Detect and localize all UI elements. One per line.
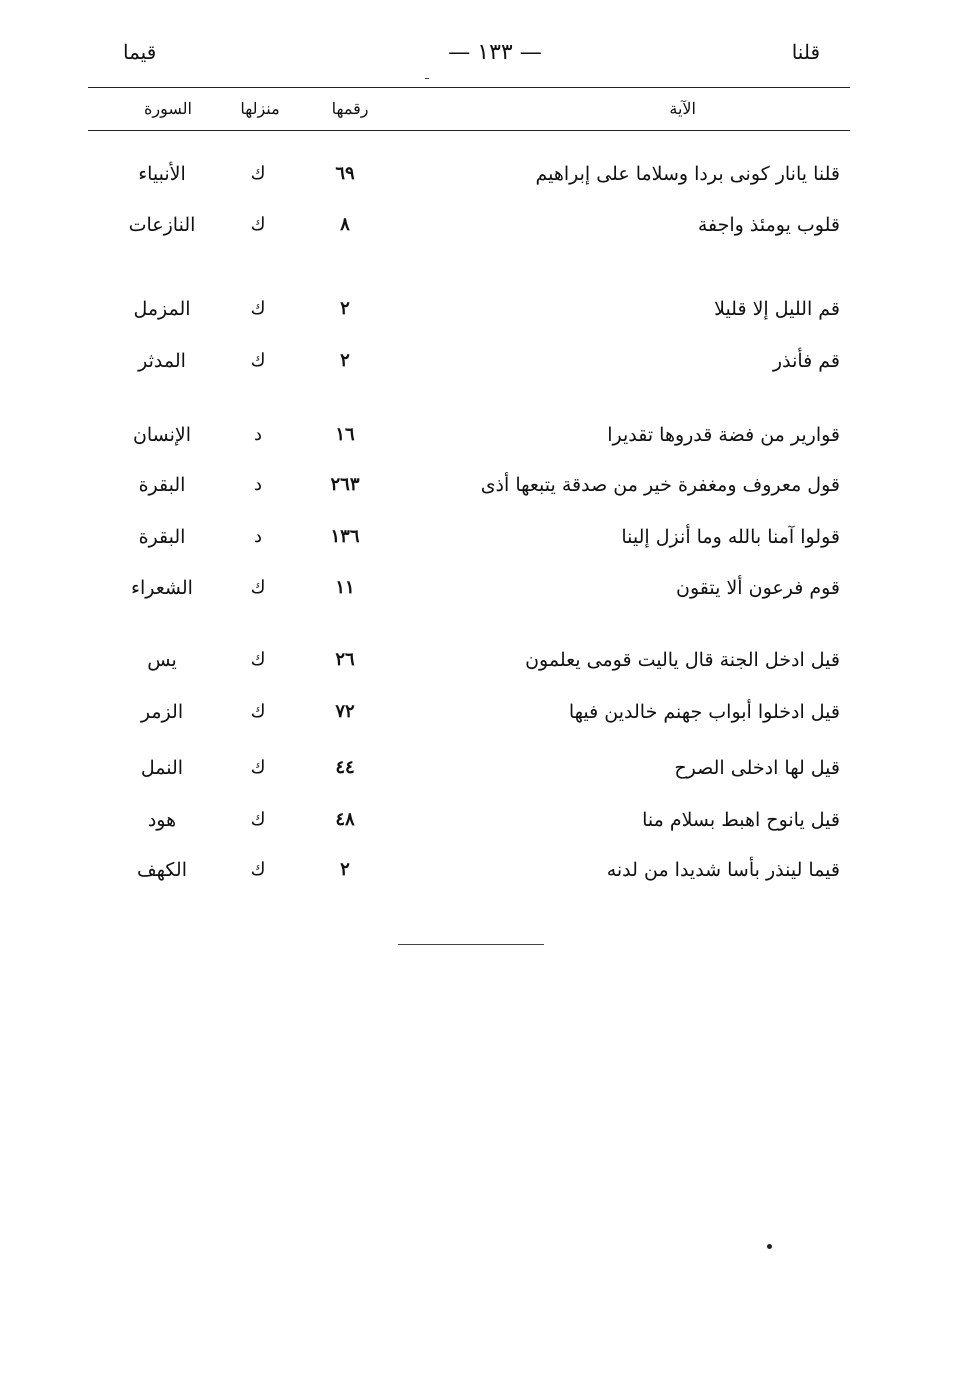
table-row [0, 517, 966, 557]
surah-name: البقرة [138, 474, 186, 496]
revelation-place: ك [250, 859, 266, 880]
verse-number: ٨ [340, 214, 350, 235]
verse-text: قيل ادخل الجنة قال ياليت قومى يعلمون [525, 649, 840, 671]
surah-name: المدثر [138, 350, 186, 372]
verse-text: قلنا يانار كونى بردا وسلاما على إبراهيم [535, 163, 840, 185]
verse-number: ٧٢ [335, 701, 355, 722]
verse-text: قم فأنذر [772, 350, 840, 372]
table-row [0, 341, 966, 381]
revelation-place: ك [250, 214, 266, 235]
page-number: — ١٣٣ — [448, 40, 542, 65]
table-row [0, 748, 966, 788]
table-row [0, 154, 966, 194]
header-rule [88, 87, 850, 88]
verse-number: ١١ [335, 577, 355, 598]
header-mark [425, 78, 429, 79]
revelation-place: ك [250, 350, 266, 371]
revelation-place: ك [250, 298, 266, 319]
table-row [0, 800, 966, 840]
revelation-place: ك [250, 163, 266, 184]
verse-text: قيل لها ادخلى الصرح [674, 757, 840, 779]
table-row [0, 850, 966, 890]
surah-name: الزمر [140, 701, 184, 723]
header-first-word: قلنا [791, 40, 820, 64]
revelation-place: ك [250, 577, 266, 598]
column-header-rule [88, 130, 850, 131]
verse-text: قول معروف ومغفرة خير من صدقة يتبعها أذى [480, 474, 840, 496]
verse-number: ١٦ [335, 424, 355, 445]
surah-name: يس [147, 649, 177, 671]
verse-number: ٢ [340, 298, 350, 319]
verse-text: قوارير من فضة قدروها تقديرا [607, 424, 840, 446]
column-header-verse: الآية [669, 99, 696, 118]
revelation-place: ك [250, 809, 266, 830]
table-row [0, 289, 966, 329]
verse-number: ١٣٦ [330, 526, 360, 547]
verse-text: قيل ادخلوا أبواب جهنم خالدين فيها [568, 701, 840, 723]
revelation-place: د [253, 474, 262, 495]
table-row [0, 692, 966, 732]
surah-name: الإنسان [132, 424, 192, 446]
column-header-place: منزلها [240, 99, 280, 118]
column-header-surah: السورة [144, 99, 192, 118]
revelation-place: د [253, 424, 262, 445]
table-row [0, 465, 966, 505]
verse-number: ٦٩ [335, 163, 355, 184]
revelation-place: ك [250, 757, 266, 778]
verse-text: قيما لينذر بأسا شديدا من لدنه [606, 859, 840, 881]
verse-number: ٢٦٣ [330, 474, 360, 495]
verse-text: قولوا آمنا بالله وما أنزل إلينا [621, 526, 840, 548]
verse-number: ٤٨ [335, 809, 355, 830]
table-row [0, 640, 966, 680]
end-rule [398, 944, 544, 945]
page-speck [767, 1244, 772, 1249]
verse-number: ٢٦ [335, 649, 355, 670]
surah-name: المزمل [133, 298, 191, 320]
surah-name: النازعات [128, 214, 196, 236]
verse-number: ٢ [340, 350, 350, 371]
column-header-number: رقمها [331, 99, 369, 118]
surah-name: هود [147, 809, 177, 831]
verse-text: قلوب يومئذ واجفة [697, 214, 840, 236]
table-row [0, 568, 966, 608]
verse-text: قيل يانوح اهبط بسلام منا [642, 809, 840, 831]
verse-number: ٢ [340, 859, 350, 880]
table-row [0, 205, 966, 245]
table-row [0, 415, 966, 455]
surah-name: النمل [140, 757, 184, 779]
revelation-place: ك [250, 649, 266, 670]
surah-name: البقرة [138, 526, 186, 548]
surah-name: الأنبياء [138, 163, 186, 185]
surah-name: الشعراء [131, 577, 193, 599]
surah-name: الكهف [137, 859, 187, 881]
verse-text: قوم فرعون ألا يتقون [676, 577, 840, 599]
verse-text: قم الليل إلا قليلا [714, 298, 840, 320]
revelation-place: ك [250, 701, 266, 722]
revelation-place: د [253, 526, 262, 547]
header-last-word: قيما [123, 40, 157, 64]
verse-number: ٤٤ [335, 757, 355, 778]
